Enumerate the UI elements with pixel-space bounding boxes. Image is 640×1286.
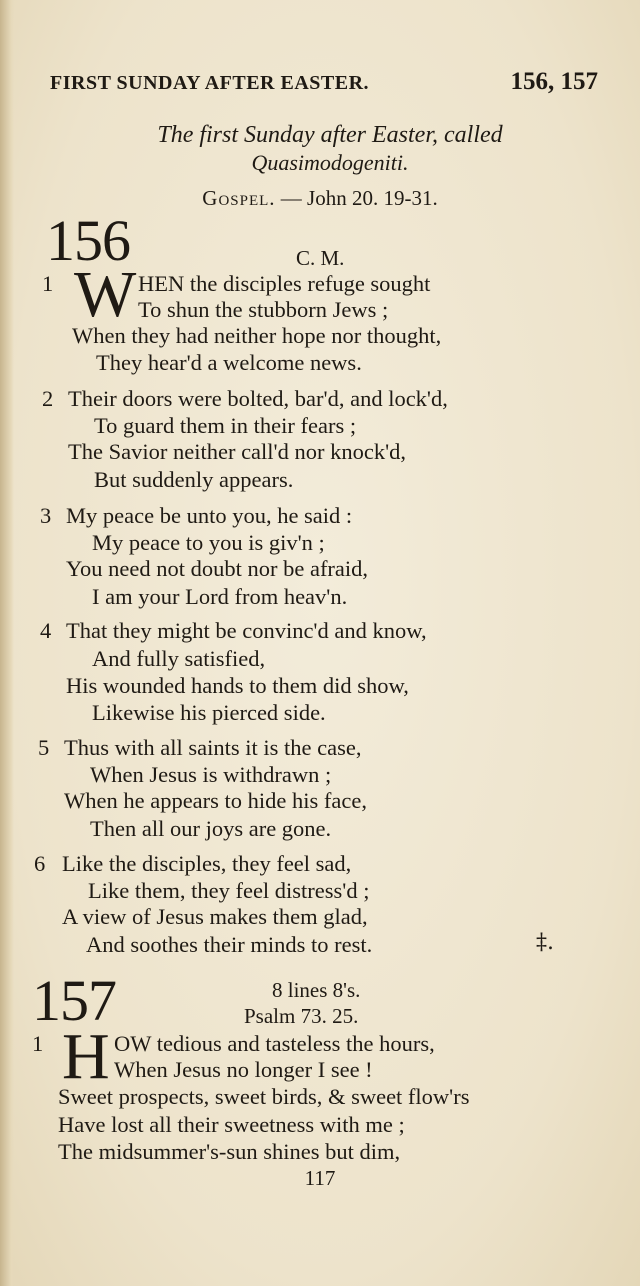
verse-line: His wounded hands to them did show,	[66, 673, 409, 698]
occasion-title: The first Sunday after Easter, called	[157, 122, 503, 148]
verse-line: To guard them in their fears ;	[94, 413, 357, 438]
verse-line: Likewise his pierced side.	[92, 700, 326, 725]
gospel-dash: —	[275, 186, 308, 210]
running-header	[50, 68, 598, 100]
verse-line: Like them, they feel distress'd ;	[88, 878, 370, 903]
gospel-label: Gospel.	[202, 186, 276, 210]
hymn-number: 156	[46, 208, 130, 273]
verse-line: The midsummer's-sun shines but dim,	[58, 1139, 401, 1164]
verse-number: 4	[40, 618, 52, 643]
verse-number: 6	[34, 851, 46, 876]
end-mark-ornament: ‡.	[536, 930, 554, 955]
hymn-number-range: 156, 157	[510, 68, 598, 95]
verse-number: 2	[42, 386, 54, 411]
verse-number: 1	[42, 271, 54, 296]
verse-number: 3	[40, 503, 52, 528]
verse-line: When he appears to hide his face,	[64, 788, 367, 813]
hymn-scripture-reference: Psalm 73. 25.	[244, 1004, 359, 1028]
occasion-subtitle: Quasimodogeniti.	[251, 150, 409, 175]
verse-line: To shun the stubborn Jews ;	[138, 297, 389, 322]
verse-line: That they might be convinc'd and know,	[66, 618, 427, 643]
verse-line: Their doors were bolted, bar'd, and lock'd,	[68, 386, 448, 411]
verse-line: My peace to you is giv'n ;	[92, 530, 325, 555]
verse-number: 1	[32, 1031, 44, 1056]
verse-line: Then all our joys are gone.	[90, 816, 332, 841]
verse-line: Like the disciples, they feel sad,	[62, 851, 352, 876]
verse-line: Have lost all their sweetness with me ;	[58, 1112, 405, 1137]
verse-line: But suddenly appears.	[94, 467, 294, 492]
verse-line: When Jesus is withdrawn ;	[90, 762, 332, 787]
page-number: 117	[304, 1166, 336, 1190]
verse-line: HEN the disciples refuge sought	[138, 271, 431, 296]
verse-line: My peace be unto you, he said :	[66, 503, 353, 528]
verse-line: Sweet prospects, sweet birds, & sweet flow'rs	[58, 1084, 470, 1109]
verse-line: I am your Lord from heav'n.	[92, 584, 348, 609]
verse-line: And fully satisfied,	[92, 646, 266, 671]
verse-line: When Jesus no longer I see !	[114, 1057, 373, 1082]
hymn-meter: 8 lines 8's.	[272, 978, 361, 1002]
gospel-reference: John 20. 19-31.	[307, 186, 438, 210]
hymn-number: 157	[32, 968, 116, 1033]
verse-line: OW tedious and tasteless the hours,	[114, 1031, 435, 1056]
verse-line: A view of Jesus makes them glad,	[62, 904, 368, 929]
verse-line: When they had neither hope nor thought,	[72, 323, 442, 348]
verse-line: Thus with all saints it is the case,	[64, 735, 362, 760]
verse-line: They hear'd a welcome news.	[96, 350, 362, 375]
running-title: FIRST SUNDAY AFTER EASTER.	[50, 72, 370, 94]
drop-cap: W	[74, 258, 137, 331]
verse-line: You need not doubt nor be afraid,	[66, 556, 369, 581]
hymn-meter: C. M.	[296, 246, 345, 270]
verse-number: 5	[38, 735, 50, 760]
verse-line: And soothes their minds to rest.	[86, 932, 373, 957]
verse-line: The Savior neither call'd nor knock'd,	[68, 439, 407, 464]
drop-cap: H	[62, 1020, 110, 1093]
